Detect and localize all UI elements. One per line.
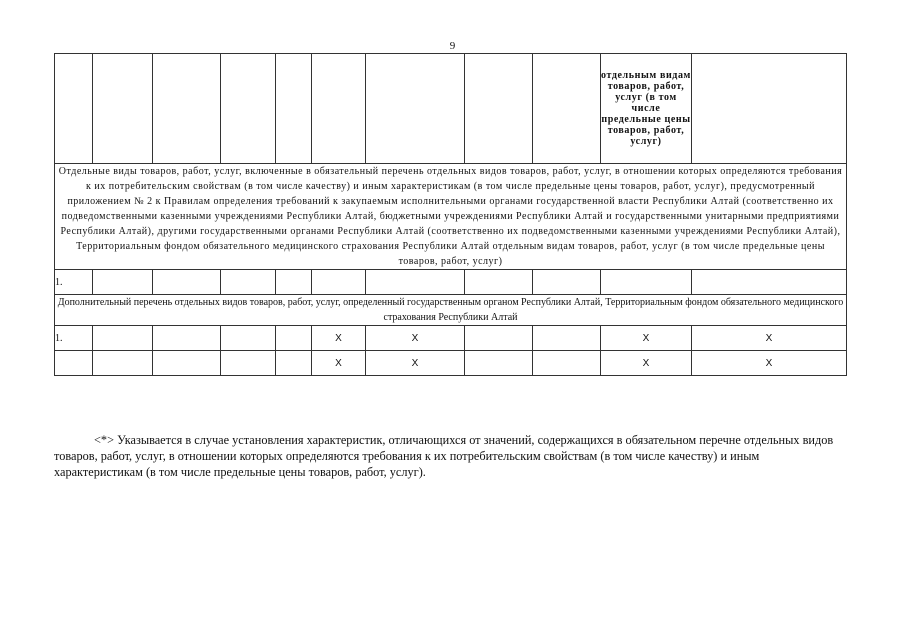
requirements-table [54,53,847,376]
x-mark: X [366,326,465,351]
table-cell [93,351,153,376]
header-cell [55,54,93,164]
row-number: 1. [55,270,93,295]
table-cell [465,351,533,376]
footnote: <*> Указывается в случае установления характеристик, отличающихся от значений, содержащихся в обязательном перечне отдельных видов товаров, работ, услуг, в отношении которых определяются требования к их потребительским свойствам (в том числе качеству) и иным характеристикам (в том числе предельные цены товаров, работ, услуг). [54,433,834,479]
table-row [55,326,847,351]
table-cell [601,270,692,295]
table-cell [55,351,93,376]
header-cell [221,54,276,164]
section-heading-mandatory-list: Отдельные виды товаров, работ, услуг, включенные в обязательный перечень отдельных видов товаров, работ, услуг, в отношении которых определяются требования к их потребительским свойствам (в том числе качеству) и иным характеристикам (в том числе предельные цены товаров, работ, услуг), предусмотренный приложением № 2 к Правилам определения требований к закупаемым исполнительными органами государственной власти Республики Алтай (соответственно их подведомственными казенными учреждениями Республики Алтай, бюджетными учреждениями Республики Алтай и государственными унитарными предприятиями Республики Алтай), другими государственными органами Республики Алтай (соответственно их подведомственными казенными учреждениями Республики Алтай), Территориальным фондом обязательного медицинского страхования Республики Алтай отдельным видам товаров, работ, услуг (в том числе предельные цены товаров, работ, услуг) [55,164,847,270]
header-cell [366,54,465,164]
x-mark: X [692,351,847,376]
table-cell [93,326,153,351]
x-mark: X [366,351,465,376]
x-mark: X [312,326,366,351]
table-cell [312,270,366,295]
table-cell [465,326,533,351]
header-cell [692,54,847,164]
table-cell [221,326,276,351]
section-heading-additional-list: Дополнительный перечень отдельных видов товаров, работ, услуг, определенный государственным органом Республики Алтай, Территориальным фондом обязательного медицинского страхования Республики Алтай [55,295,847,326]
table-cell [93,270,153,295]
table-cell [533,351,601,376]
x-mark: X [312,351,366,376]
table-cell [366,270,465,295]
header-cell [93,54,153,164]
page-number: 9 [449,40,456,52]
section-heading-row [55,164,847,270]
table-cell [692,270,847,295]
table-cell [533,270,601,295]
header-cell [276,54,312,164]
table-cell [276,270,312,295]
table-cell [153,270,221,295]
header-cell [465,54,533,164]
table-cell [221,351,276,376]
header-cell [312,54,366,164]
table-cell [465,270,533,295]
header-cell-approved-values: отдельным видам товаров, работ, услуг (в том числе предельные цены товаров, работ, услуг) [601,54,692,164]
table-row [55,351,847,376]
row-number: 1. [55,326,93,351]
table-cell [276,326,312,351]
x-mark: X [601,351,692,376]
table-cell [221,270,276,295]
x-mark: X [601,326,692,351]
table-cell [153,326,221,351]
table-header-row [55,54,847,164]
table-row [55,270,847,295]
x-mark: X [692,326,847,351]
section-heading-row [55,295,847,326]
header-cell [153,54,221,164]
header-cell [533,54,601,164]
table-cell [153,351,221,376]
table-cell [533,326,601,351]
table-cell [276,351,312,376]
